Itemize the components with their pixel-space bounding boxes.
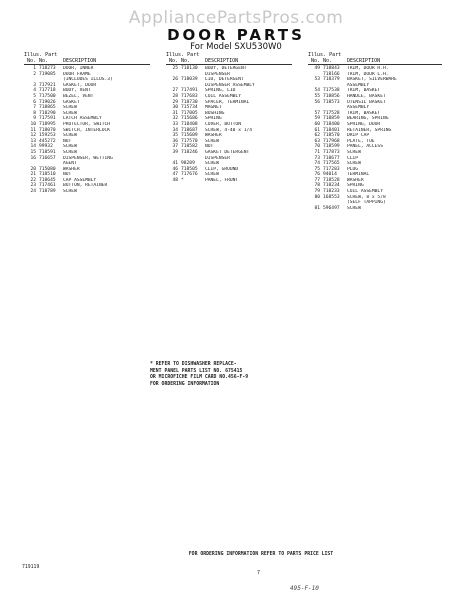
illus-number: 46 xyxy=(172,166,178,172)
part-number: 718400 xyxy=(323,121,340,127)
part-description: NUT xyxy=(205,144,214,150)
illus-number: 5 xyxy=(33,93,36,99)
illus-number: 79 xyxy=(314,189,320,195)
no-header: No. xyxy=(168,58,178,64)
illus-number: 41 xyxy=(172,161,178,167)
page-number: 7 xyxy=(257,570,261,576)
part-description: SCREW xyxy=(63,189,77,195)
part-description: PANEL, FRONT xyxy=(205,177,239,183)
part-description: MAGNET xyxy=(205,105,222,111)
illus-number: 8 xyxy=(33,110,36,116)
part-description: SPACER, TERMINAL xyxy=(205,99,250,105)
illus-number: 57 xyxy=(314,110,320,116)
part-number: 718039 xyxy=(181,77,198,83)
part-description: SCREW xyxy=(205,138,219,144)
part-description: WASHER xyxy=(63,166,80,172)
part-description: BUTTON, RETAINER xyxy=(63,183,108,189)
illus-number: 12 xyxy=(30,133,36,139)
part-number: 715609 xyxy=(181,133,198,139)
no2-header: No. xyxy=(323,58,333,64)
part-number: 717921 xyxy=(39,82,56,88)
illus-number: 10 xyxy=(30,121,36,127)
illus-number: 29 xyxy=(172,99,178,105)
footer-ordering-info: FOR ORDERING INFORMATION REFER TO PARTS PRICE LIST xyxy=(188,552,334,557)
illus-number: 22 xyxy=(30,177,36,183)
part-description: SWITCH, INTERLOCK xyxy=(63,127,111,133)
illus-number: 14 xyxy=(30,144,36,150)
illus-number: 62 xyxy=(314,133,320,139)
illus-header: Illus. xyxy=(308,52,327,58)
illus-number: 3 xyxy=(33,82,36,88)
part-description: TERMINAL xyxy=(347,172,370,178)
illus-number: 34 xyxy=(172,127,178,133)
part-number: 718510 xyxy=(39,172,56,178)
part-number: 717491 xyxy=(181,88,198,94)
illus-number: 59 xyxy=(314,116,320,122)
part-description: BEZEL, VENT xyxy=(63,93,94,99)
illus-number: 9 xyxy=(33,116,36,122)
illus-number: 39 xyxy=(172,149,178,155)
part-number: 718570 xyxy=(323,133,340,139)
part-description: UTENSIL BASKET xyxy=(347,99,386,105)
part-description: COVER, BUTTON xyxy=(205,121,241,127)
illus-number: 74 xyxy=(314,161,320,167)
part-number: 718234 xyxy=(323,183,340,189)
illus-number: 33 xyxy=(172,121,178,127)
part-number: 718528 xyxy=(323,177,340,183)
illus-number: 78 xyxy=(314,183,320,189)
part-number: 718130 xyxy=(181,66,198,71)
header-rule xyxy=(308,64,442,65)
part-description: SCREW xyxy=(205,172,219,178)
illus-number: 16 xyxy=(30,155,36,161)
watermark: AppliancePartsPros.com xyxy=(128,8,344,28)
part-number: 718246 xyxy=(181,149,198,155)
part-number: 715686 xyxy=(181,116,198,122)
part-header: Part xyxy=(187,52,200,58)
header-rule xyxy=(24,64,150,65)
page-title: DOOR PARTS xyxy=(167,26,305,44)
part-description: LID, DETERGENT xyxy=(205,77,244,83)
part-description: SCREW xyxy=(205,161,219,167)
illus-number: 4 xyxy=(33,88,36,94)
part-description: GASKET xyxy=(63,99,80,105)
part-description: WASHER xyxy=(205,133,222,139)
parts-column-2 xyxy=(166,52,292,183)
part-description: NUT xyxy=(63,172,72,178)
no2-header: No. xyxy=(181,58,191,64)
part-number: 717968 xyxy=(323,138,340,144)
part-number: 99932 xyxy=(39,144,53,150)
parts-column-1 xyxy=(24,52,150,195)
part-description: PLATE, TOE xyxy=(347,138,375,144)
part-number: 715734 xyxy=(181,105,198,111)
part-description: TRIM, DOOR R.H. xyxy=(347,66,389,71)
part-description: RETAINER, SPRING xyxy=(347,127,392,133)
illus-number: 49 xyxy=(314,66,320,71)
description-header: DESCRIPTION xyxy=(205,58,239,64)
illus-number: 60 xyxy=(314,121,320,127)
part-description: SCREW xyxy=(63,105,77,111)
part-description: SCREW xyxy=(63,144,77,150)
part-number: 718379 xyxy=(323,77,340,83)
part-number: * xyxy=(181,177,184,183)
part-description: COIL ASSEMBLY xyxy=(205,93,241,99)
illus-number: 80 xyxy=(314,194,320,200)
part-number: 718591 xyxy=(39,149,56,155)
part-number: 717528 xyxy=(323,110,340,116)
part-number: 445272 xyxy=(39,138,56,144)
part-description: BODY, DETERGENT xyxy=(205,66,247,71)
part-description: DISPENSER xyxy=(205,71,230,77)
part-header: Part xyxy=(45,52,58,58)
part-description: PROTECTOR, SWITCH xyxy=(63,121,111,127)
part-description: TRIM, BASKET xyxy=(347,110,381,116)
part-number: 718233 xyxy=(323,189,340,195)
illus-number: 56 xyxy=(314,99,320,105)
description-header: DESCRIPTION xyxy=(347,58,381,64)
parts-row xyxy=(166,178,292,184)
part-description: AGENT xyxy=(63,161,77,167)
illus-number: 25 xyxy=(172,66,178,71)
part-description: CLIP xyxy=(347,155,359,161)
part-number: 168553 xyxy=(323,194,340,200)
no-header: No. xyxy=(26,58,36,64)
part-description: (INCLUDES ILLUS.3) xyxy=(63,77,113,83)
part-description: SCREW xyxy=(347,161,361,167)
part-number: 718843 xyxy=(323,66,340,71)
part-number: 718599 xyxy=(323,144,340,150)
illus-number: 35 xyxy=(172,133,178,139)
document-code: 719119 xyxy=(22,565,40,570)
header-rule xyxy=(166,64,292,65)
part-description: PANEL, ACCESS xyxy=(347,144,383,150)
part-number: 717461 xyxy=(39,183,56,189)
part-number: 719026 xyxy=(39,99,56,105)
part-number: 98209 xyxy=(181,161,195,167)
part-header: Part xyxy=(329,52,342,58)
part-number: 717538 xyxy=(323,88,340,94)
illus-number: 75 xyxy=(314,166,320,172)
illus-number: 23 xyxy=(30,183,36,189)
part-number: 718582 xyxy=(181,144,198,150)
part-number: 717570 xyxy=(181,138,198,144)
part-description: ASSEMBLY xyxy=(347,105,370,111)
illus-number: 61 xyxy=(314,127,320,133)
part-description: DISPENSER xyxy=(205,155,230,161)
replacement-panel-note: * REFER TO DISHWASHER REPLACE- MENT PANEL PARTS LIST NO. 675415 OR MICROFICHE FILM CARD NO.456-F-9 FOR ORDERING INFORMATION xyxy=(150,362,249,387)
illus-number: 81 xyxy=(314,205,320,211)
part-number: 718273 xyxy=(39,66,56,71)
illus-number: 20 xyxy=(30,166,36,172)
part-description: DISPENSER, WETTING xyxy=(63,155,113,161)
part-number: 718573 xyxy=(323,99,340,105)
part-number: 718290 xyxy=(39,110,56,116)
part-number: 716657 xyxy=(39,155,56,161)
part-number: 718401 xyxy=(323,127,340,133)
part-description: SCREW, 8 x 5/8 xyxy=(347,194,386,200)
illus-header: Illus. xyxy=(166,52,185,58)
illus-number: 53 xyxy=(314,77,320,83)
illus-number: 48 xyxy=(172,177,178,183)
part-number: 718865 xyxy=(39,105,56,111)
part-number: 717565 xyxy=(323,161,340,167)
illus-number: 2 xyxy=(33,71,36,77)
part-number: 159253 xyxy=(39,133,56,139)
part-description: SCREW xyxy=(63,149,77,155)
part-description: COIL ASSEMBLY xyxy=(347,189,383,195)
part-number: 718505 xyxy=(181,166,198,172)
part-description: TRIM, BASKET xyxy=(347,88,381,94)
part-description: WASHER xyxy=(347,177,364,183)
part-description: SCREW xyxy=(347,149,361,155)
illus-header: Illus. xyxy=(24,52,43,58)
part-description: DRIP CAP xyxy=(347,133,370,139)
illus-number: 63 xyxy=(314,138,320,144)
illus-number: 21 xyxy=(30,172,36,178)
part-number: 715080 xyxy=(39,166,56,172)
part-description: TRIM, DOOR L.H. xyxy=(347,71,389,77)
illus-number: 73 xyxy=(314,155,320,161)
part-number: 717005 xyxy=(181,110,198,116)
part-number: 718995 xyxy=(39,121,56,127)
part-number: 718166 xyxy=(323,71,340,77)
illus-number: 24 xyxy=(30,189,36,195)
part-description: DISPENSER ASSEMBLY xyxy=(205,82,255,88)
part-number: 718789 xyxy=(39,189,56,195)
parts-column-3 xyxy=(308,52,442,211)
part-description: SCREW xyxy=(63,110,77,116)
part-number: 718070 xyxy=(39,127,56,133)
parts-row xyxy=(308,206,442,212)
illus-number: 1 xyxy=(33,66,36,71)
illus-number: 13 xyxy=(30,138,36,144)
illus-number: 26 xyxy=(172,77,178,83)
model-line: For Model SXU530W0 xyxy=(190,42,282,52)
part-description: SPRING, LID xyxy=(205,88,236,94)
handwritten-note: 495-F-10 xyxy=(290,585,319,592)
illus-number: 36 xyxy=(172,138,178,144)
part-number: 717283 xyxy=(323,166,340,172)
illus-number: 30 xyxy=(172,105,178,111)
part-number: 596497 xyxy=(323,205,340,211)
part-description: BODY, VENT xyxy=(63,88,91,94)
column-header xyxy=(308,52,442,64)
column-header xyxy=(24,52,150,64)
illus-number: 31 xyxy=(172,110,178,116)
illus-number: 47 xyxy=(172,172,178,178)
part-number: 719085 xyxy=(39,71,56,77)
part-description: PLUG xyxy=(347,166,359,172)
part-number: 717500 xyxy=(39,93,56,99)
part-number: 718856 xyxy=(323,93,340,99)
part-description: LATCH ASSEMBLY xyxy=(63,116,102,122)
part-description: NUT xyxy=(63,138,72,144)
part-number: 717873 xyxy=(323,149,340,155)
part-description: GASKET DETERGENT xyxy=(205,149,250,155)
illus-number: 27 xyxy=(172,88,178,94)
part-description: GASKET, DOOR xyxy=(63,82,97,88)
no2-header: No. xyxy=(39,58,49,64)
description-header: DESCRIPTION xyxy=(63,58,97,64)
illus-number: 54 xyxy=(314,88,320,94)
illus-number: 37 xyxy=(172,144,178,150)
illus-number: 77 xyxy=(314,177,320,183)
part-description: BASKET, SILVERWARE xyxy=(347,77,397,83)
illus-number: 6 xyxy=(33,99,36,105)
part-description: DOOR FRAME xyxy=(63,71,91,77)
part-description: SCREW xyxy=(347,205,361,211)
part-description: CAP ASSEMBLY xyxy=(63,177,97,183)
illus-number: 7 xyxy=(33,105,36,111)
part-description: (SELF TAPPING) xyxy=(347,200,386,206)
part-number: 94014 xyxy=(323,172,337,178)
illus-number: 70 xyxy=(314,144,320,150)
part-description: DOOR, INNER xyxy=(63,66,94,71)
part-number: 717676 xyxy=(181,172,198,178)
part-number: 718645 xyxy=(39,177,56,183)
part-description: ASSEMBLY xyxy=(347,82,370,88)
part-description: BEARING, SPRING xyxy=(347,116,389,122)
part-number: 718677 xyxy=(323,155,340,161)
illus-number: 76 xyxy=(314,172,320,178)
part-description: SPRING xyxy=(347,183,364,189)
part-number: 718730 xyxy=(181,99,198,105)
part-number: 717591 xyxy=(39,116,56,122)
column-header xyxy=(166,52,292,64)
illus-number: 71 xyxy=(314,149,320,155)
part-description: CLIP, GROUND xyxy=(205,166,239,172)
part-description: HANDLE, BASKET xyxy=(347,93,386,99)
part-number: 718859 xyxy=(323,116,340,122)
part-description: SPRING xyxy=(205,116,222,122)
part-number: 717683 xyxy=(181,93,198,99)
part-description: SCREW, 4-40 x 1/4 xyxy=(205,127,253,133)
illus-number: 55 xyxy=(314,93,320,99)
part-description: SPRING, DOOR xyxy=(347,121,381,127)
no-header: No. xyxy=(310,58,320,64)
part-description: BUSHING xyxy=(205,110,225,116)
part-description: SCREW xyxy=(63,133,77,139)
illus-number: 28 xyxy=(172,93,178,99)
illus-number: 32 xyxy=(172,116,178,122)
part-number: 717718 xyxy=(39,88,56,94)
illus-number: 11 xyxy=(30,127,36,133)
illus-number: 15 xyxy=(30,149,36,155)
part-number: 718408 xyxy=(181,121,198,127)
part-number: 718687 xyxy=(181,127,198,133)
parts-row xyxy=(24,189,150,195)
